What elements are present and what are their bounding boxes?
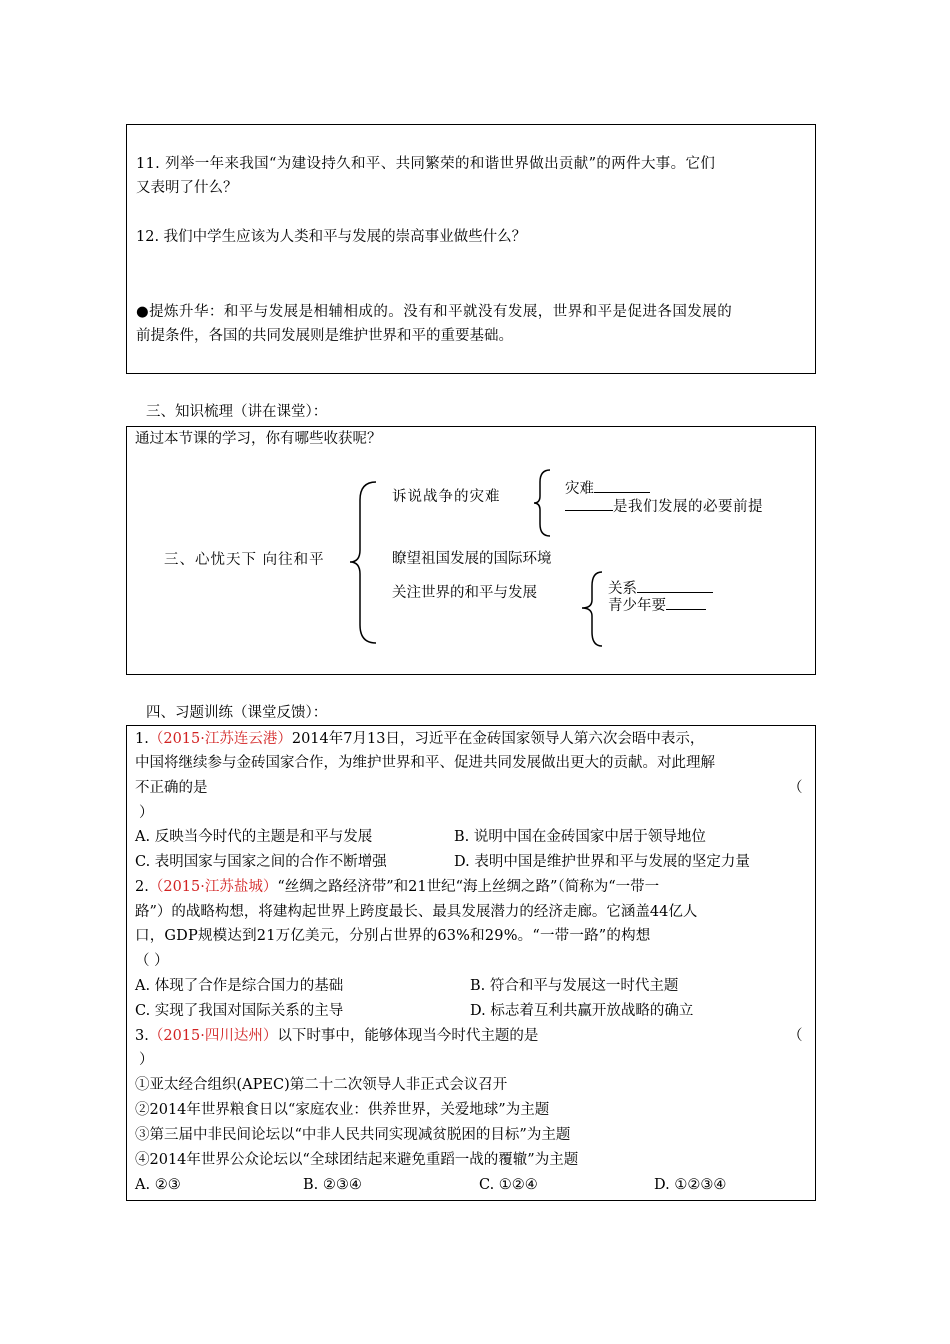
q1-option-b[interactable]: B. 说明中国在金砖国家中居于领导地位	[454, 829, 706, 845]
q3-number: 3.	[135, 1028, 149, 1044]
q2-option-a[interactable]: A. 体现了合作是综合国力的基础	[135, 978, 344, 994]
question-11-line2: 又表明了什么？	[136, 180, 238, 196]
q3-option-c[interactable]: C. ①②④	[479, 1177, 538, 1193]
mindmap-branch-peace: 关注世界的和平与发展	[392, 585, 537, 601]
mindmap-branch-environment: 瞭望祖国发展的国际环境	[392, 551, 552, 567]
mindmap-war-brace	[532, 468, 552, 538]
q1-number: 1.	[135, 731, 149, 747]
q1-option-d[interactable]: D. 表明中国是维护世界和平与发展的坚定力量	[454, 854, 750, 870]
mindmap-peace-sub-youth	[608, 595, 706, 614]
q3-item-1: ①亚太经合组织(APEC)第二十二次领导人非正式会议召开	[135, 1077, 508, 1093]
q3-source: （2015·四川达州）	[148, 1028, 278, 1044]
q1-line1	[135, 732, 704, 747]
q1-source: （2015·江苏连云港）	[148, 731, 292, 747]
q3-line1	[135, 1029, 538, 1044]
question-12: 12. 我们中学生应该为人类和平与发展的崇高事业做些什么？	[136, 229, 527, 245]
relation-label: 关系	[608, 581, 637, 597]
mindmap-main-brace	[348, 480, 378, 645]
q3-answer-paren-close[interactable]: ）	[139, 1052, 154, 1068]
disaster-blank[interactable]	[594, 478, 650, 493]
q1-option-c[interactable]: C. 表明国家与国家之间的合作不断增强	[135, 854, 387, 870]
q1-answer-paren-close[interactable]: ）	[139, 805, 154, 821]
q2-answer-paren[interactable]: （ ）	[135, 953, 169, 969]
q2-text-line1: “丝绸之路经济带”和21世纪“海上丝绸之路”（简称为“一带一	[277, 879, 660, 895]
q1-option-a[interactable]: A. 反映当今时代的主题是和平与发展	[135, 829, 373, 845]
youth-label: 青少年要	[608, 598, 666, 614]
knowledge-prompt: 通过本节课的学习，你有哪些收获呢？	[135, 431, 382, 447]
question-11-line1: 11. 列举一年来我国“为建设持久和平、共同繁荣的和谐世界做出贡献”的两件大事。它们	[136, 156, 716, 172]
mindmap-branch-war: 诉说战争的灾难	[392, 489, 501, 505]
q1-line3: 不正确的是	[135, 780, 208, 796]
mindmap-war-sub-disaster	[565, 478, 650, 497]
q2-number: 2.	[135, 879, 149, 895]
q3-option-a[interactable]: A. ②③	[135, 1177, 181, 1193]
q2-line2: 路”）的战略构想，将建构起世界上跨度最长、最具发展潜力的经济走廊。它涵盖44亿人	[135, 904, 698, 920]
mindmap-war-sub-prerequisite	[565, 496, 763, 515]
q2-option-b[interactable]: B. 符合和平与发展这一时代主题	[470, 978, 679, 994]
q1-answer-paren-open[interactable]: （	[788, 780, 803, 796]
q3-item-2: ②2014年世界粮食日以“家庭农业：供养世界，关爱地球”为主题	[135, 1102, 550, 1118]
summary-line1: ●提炼升华：和平与发展是相辅相成的。没有和平就没有发展，世界和平是促进各国发展的	[136, 304, 733, 320]
section-four-heading: 四、习题训练（课堂反馈）：	[146, 705, 328, 721]
youth-blank[interactable]	[666, 595, 706, 610]
mindmap-peace-sub-relation	[608, 578, 713, 597]
q3-item-3: ③第三届中非民间论坛以“中非人民共同实现减贫脱困的目标”为主题	[135, 1127, 571, 1143]
q3-answer-paren-open[interactable]: （	[788, 1028, 803, 1044]
prerequisite-label: 是我们发展的必要前提	[613, 499, 763, 515]
q3-item-4: ④2014年世界公众论坛以“全球团结起来避免重蹈一战的覆辙”为主题	[135, 1152, 579, 1168]
summary-line2: 前提条件，各国的共同发展则是维护世界和平的重要基础。	[136, 328, 513, 344]
mindmap-root: 三、心忧天下 向往和平	[164, 552, 325, 568]
prerequisite-blank[interactable]	[565, 496, 613, 511]
section-three-heading: 三、知识梳理（讲在课堂）：	[146, 404, 328, 420]
relation-blank[interactable]	[637, 578, 713, 593]
q2-option-d[interactable]: D. 标志着互利共赢开放战略的确立	[470, 1003, 694, 1019]
q1-line2: 中国将继续参与金砖国家合作，为维护世界和平、促进共同发展做出更大的贡献。对此理解	[135, 755, 715, 771]
q2-line3: 口，GDP规模达到21万亿美元，分别占世界的63%和29%。“一带一路”的构想	[135, 928, 651, 944]
mindmap-peace-brace	[580, 570, 604, 648]
q1-text-line1: 2014年7月13日，习近平在金砖国家领导人第六次会晤中表示，	[291, 731, 705, 747]
q3-option-d[interactable]: D. ①②③④	[654, 1177, 727, 1193]
disaster-label: 灾难	[565, 481, 594, 497]
q3-text-line1: 以下时事中，能够体现当今时代主题的是	[277, 1028, 539, 1044]
q3-option-b[interactable]: B. ②③④	[303, 1177, 362, 1193]
q2-line1	[135, 880, 659, 895]
q2-source: （2015·江苏盐城）	[148, 879, 278, 895]
q2-option-c[interactable]: C. 实现了我国对国际关系的主导	[135, 1003, 344, 1019]
